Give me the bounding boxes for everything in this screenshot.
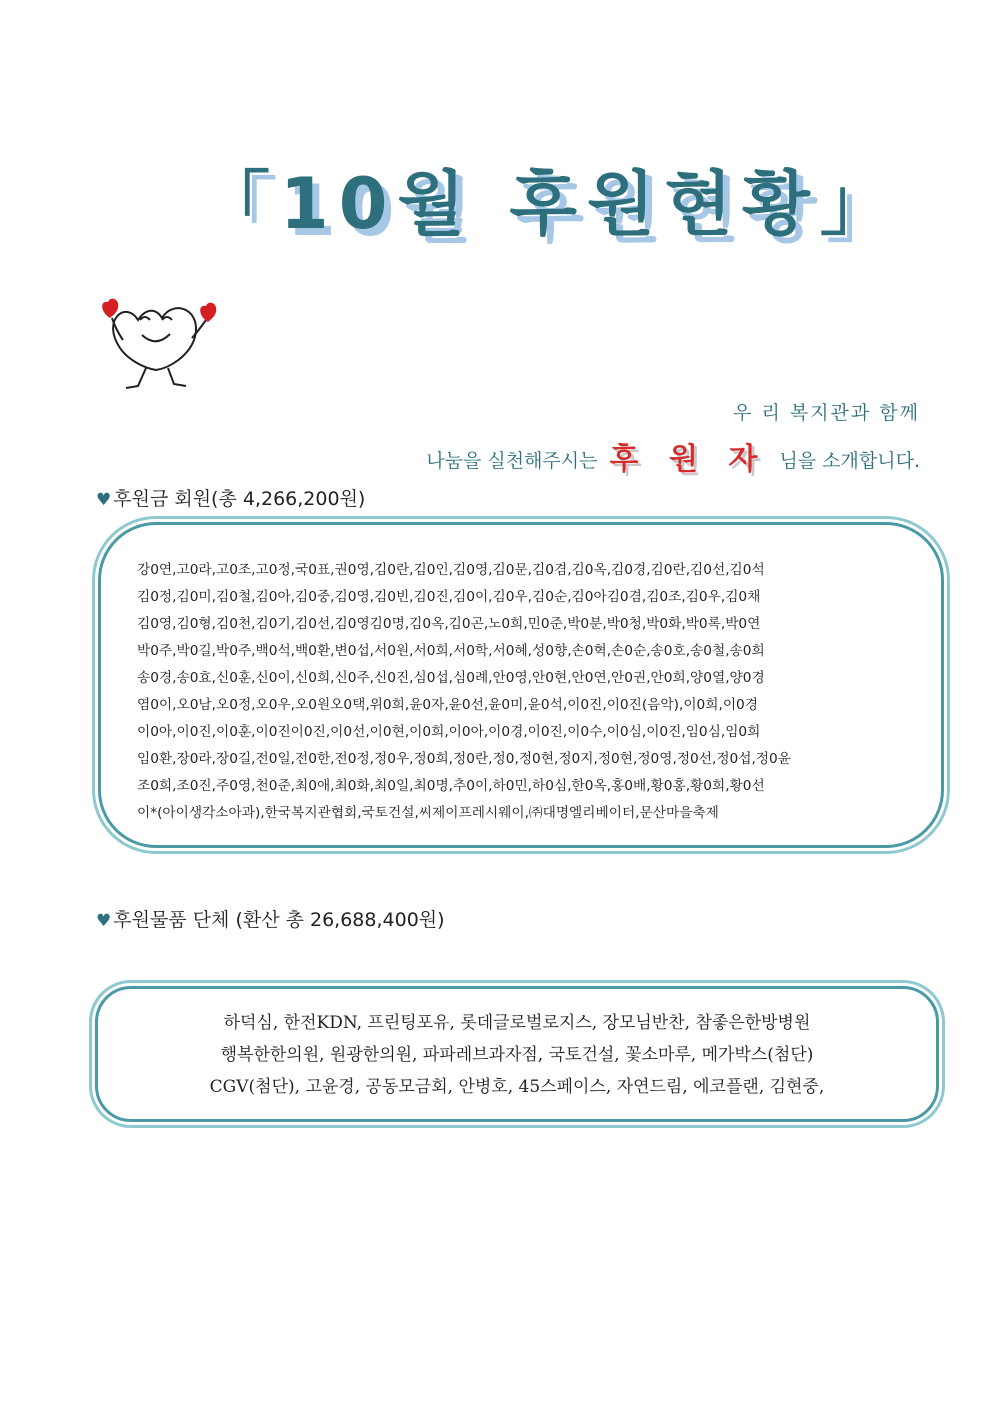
mascot-right-leg (168, 368, 186, 386)
sponsor-members-list (137, 557, 927, 827)
sponsor-goods-heading (96, 905, 445, 932)
member-line: 김0영,김0형,김0천,김0기,김0선,김0영김0명,김0옥,김0곤,노0희,민0준,박0분,박0청,박0화,박0록,박0연 (137, 616, 761, 632)
member-line: 김0정,김0미,김0철,김0아,김0중,김0영,김0빈,김0진,김0이,김0우,김0순,김0아김0겸,김0조,김0우,김0채 (137, 589, 761, 605)
member-line: 이0아,이0진,이0훈,이0진이0진,이0선,이0현,이0희,이0아,이0경,이0진,이0수,이0심,이0진,임0심,임0희 (137, 724, 761, 740)
intro-text-after: 님을 소개합니다. (779, 450, 920, 472)
mascot-left-heart (102, 299, 118, 318)
member-line: 이*(아이생각소아과),한국복지관협회,국토건설,씨제이프레시웨이,㈜대명엘리베이터,문산마을축제 (137, 805, 719, 821)
member-line: 강0연,고0라,고0조,고0정,국0표,권0영,김0란,김0인,김0영,김0문,김0겸,김0옥,김0경,김0란,김0선,김0석 (137, 562, 765, 578)
mascot-right-heart (200, 303, 216, 322)
intro-text-before: 나눔을 실천해주시는 (426, 450, 598, 472)
heart-mascot-icon (96, 290, 226, 395)
goods-line: 행복한한의원, 원광한의원, 파파레브과자점, 국토건설, 꽃소마루, 메가박스(첨단) (220, 1045, 814, 1065)
member-line: 임0환,장0라,장0길,전0일,전0한,전0정,정0우,정0희,정0란,정0,정0현,정0지,정0현,정0영,정0선,정0섭,정0윤 (137, 751, 791, 767)
member-line: 조0희,조0진,주0영,천0준,최0애,최0화,최0일,최0명,추0이,하0민,하0심,한0옥,홍0배,황0홍,황0희,황0선 (137, 778, 765, 794)
heart-bullet-icon: ♥ (96, 490, 112, 510)
intro-line-1: 우 리 복지관과 함께 (733, 402, 920, 424)
mascot-left-leg (126, 368, 146, 388)
mascot-body (113, 308, 196, 370)
member-line: 박0주,박0길,박0주,백0석,백0환,변0섭,서0원,서0희,서0학,서0혜,성0향,손0혁,손0순,송0호,송0철,송0희 (137, 643, 765, 659)
sponsor-goods-box (95, 986, 939, 1122)
sponsor-highlight: 후 원 자 (609, 442, 768, 477)
goods-line: 하덕심, 한전KDN, 프린팅포유, 롯데글로벌로지스, 장모님반찬, 참좋은한방병원 (223, 1013, 811, 1033)
heart-bullet-icon: ♥ (96, 911, 112, 931)
sponsor-money-heading (96, 484, 365, 511)
member-line: 염0이,오0남,오0정,오0우,오0원오0택,위0희,윤0자,윤0선,윤0미,윤0석,이0진,이0진(음악),이0희,이0경 (137, 697, 758, 713)
sponsor-money-heading-text: 후원금 회원(총 4,266,200원) (113, 488, 366, 510)
page-title: 「10월 후원현황」 (200, 163, 900, 245)
intro-line-2 (320, 434, 920, 478)
sponsor-goods-heading-text: 후원물품 단체 (환산 총 26,688,400원) (113, 909, 445, 931)
sponsor-members-box (98, 522, 944, 848)
goods-line: CGV(첨단), 고윤경, 공동모금회, 안병호, 45스페이스, 자연드림, 에코플랜, 김현중, (209, 1077, 825, 1097)
member-line: 송0경,송0효,신0훈,신0이,신0희,신0주,신0진,심0섭,심0례,안0영,안0현,안0연,안0권,안0희,양0열,양0경 (137, 670, 765, 686)
sponsor-goods-list (98, 1007, 936, 1103)
